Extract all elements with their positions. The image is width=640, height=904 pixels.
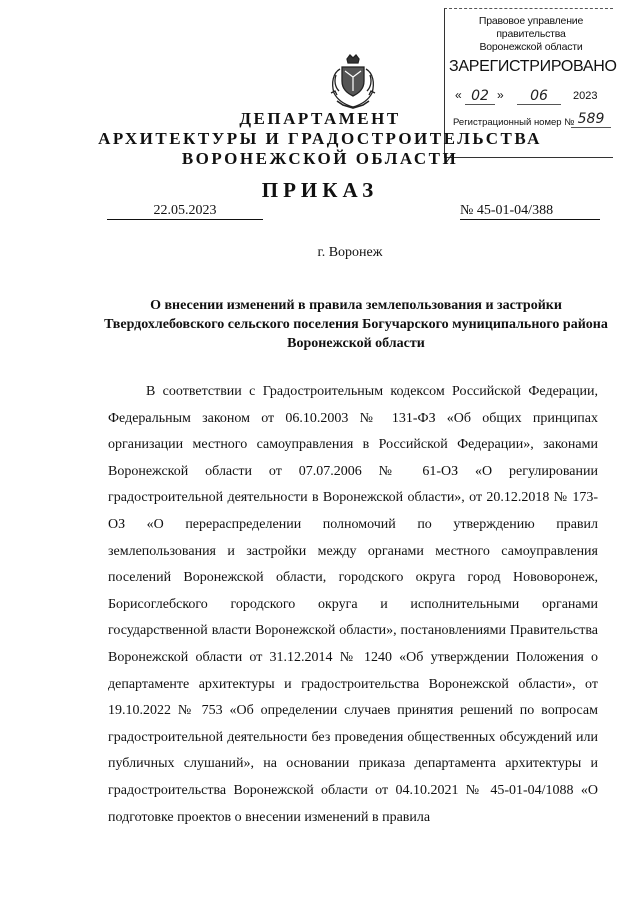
stamp-year: 2023 bbox=[573, 90, 598, 102]
stamp-month: 06 bbox=[517, 88, 561, 105]
order-date: 22.05.2023 bbox=[107, 203, 263, 220]
stamp-reg-label: Регистрационный номер № bbox=[453, 117, 575, 128]
coat-of-arms-icon bbox=[323, 53, 383, 113]
order-body-paragraph: В соответствии с Градостроительным кодексом Российской Федерации, Федеральным законом от 06.10.2003 № 131-ФЗ «Об общих принципах организации местного самоуправления в Российской Федерации», законами Воронежской области от 07.07.2006 № 61-ОЗ «О регулировании градостроительной деятельности в Воронежской области», от 20.12.2018 № 173-ОЗ «О перераспределении полномочий по утверждению правил землепользования и застройки между органами местного самоуправления поселений Воронежской области, городского округа город Нововоронеж, Борисоглебского городского округа и исполнительными органами государственной власти Воронежской области», постановлениями Правительства Воронежской области от 31.12.2014 № 1240 «Об утверждении Положения о департаменте архитектуры и градостроительства Воронежской области», от 19.10.2022 № 753 «Об определении случаев принятия решений по вопросам градостроительной деятельности без проведения общественных обсуждений или публичных слушаний», на основании приказа департамента архитектуры и градостроительства Воронежской области от 04.10.2021 № 45-01-04/1088 «О подготовке проектов о внесении изменений в правила bbox=[108, 384, 598, 825]
order-subject: О внесении изменений в правила землепользования и застройки Твердохлебовского сельского поселения Богучарского муниципального района Воронежской области bbox=[104, 298, 608, 351]
stamp-day: 02 bbox=[465, 88, 495, 105]
department-name-line2: АРХИТЕКТУРЫ И ГРАДОСТРОИТЕЛЬСТВА bbox=[98, 129, 542, 148]
stamp-org-line2: Воронежской области bbox=[479, 41, 583, 53]
stamp-reg-number: 589 bbox=[571, 111, 611, 128]
order-number: № 45-01-04/388 bbox=[460, 203, 600, 220]
city: г. Воронеж bbox=[317, 245, 383, 260]
stamp-org-line1: Правовое управление правительства bbox=[478, 15, 584, 40]
department-name-line3: ВОРОНЕЖСКОЙ ОБЛАСТИ bbox=[181, 149, 459, 168]
stamp-organization bbox=[449, 15, 613, 54]
department-name-line1: ДЕПАРТАМЕНТ bbox=[239, 109, 401, 128]
document-type-title: ПРИКАЗ bbox=[261, 178, 379, 202]
stamp-title: ЗАРЕГИСТРИРОВАНО bbox=[449, 58, 617, 75]
stamp-date: « 02 » 06 2023 bbox=[455, 88, 598, 104]
